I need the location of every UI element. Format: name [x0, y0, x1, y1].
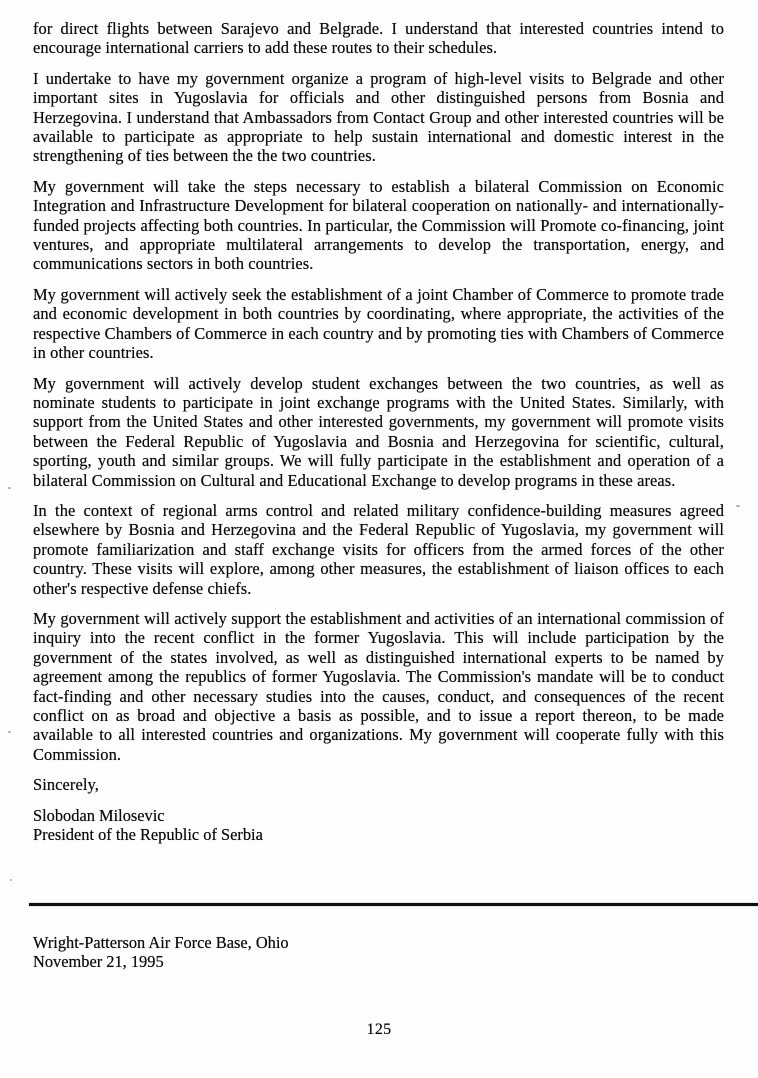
letter-paragraph: My government will actively develop student exchanges between the two countries, as well as nominate students to participate in joint exchange programs with the United States. Similarly, with support from the United States and other interested governments, my government will promote visits between the Federal Republic of Yugoslavia and Bosnia and Herzegovina for scientific, cultural, sporting, youth and similar groups. We will fully participate in the establishment and operation of a bilateral Commission on Cultural and Educational Exchange to develop programs in these areas. — [33, 373, 724, 490]
signatory-name: Slobodan Milosevic — [33, 805, 165, 825]
scan-speck — [8, 731, 11, 733]
dateline-location: Wright-Patterson Air Force Base, Ohio — [33, 933, 289, 952]
letter-paragraph: My government will actively seek the establishment of a joint Chamber of Commerce to promote trade and economic development in both countries by coordinating, where appropriate, the activities of the respective Chambers of Commerce in each country and by promoting ties with Chambers of Commerce in other countries. — [33, 284, 724, 363]
letter-paragraph: In the context of regional arms control and related military confidence-building measures agreed elsewhere by Bosnia and Herzegovina and the Federal Republic of Yugoslavia, my government will promote familiarization and staff exchange visits for officers from the armed forces of the other country. These visits will explore, among other measures, the establishment of liaison offices to each other's respective defense chiefs. — [33, 500, 724, 598]
signatory-title: President of the Republic of Serbia — [33, 825, 263, 845]
letter-body — [33, 19, 724, 844]
dateline-block — [33, 933, 289, 972]
letter-paragraph: for direct flights between Sarajevo and Belgrade. I understand that interested countries intend to encourage international carriers to add these routes to their schedules. — [33, 19, 724, 58]
signature-block — [33, 806, 724, 845]
scan-speck — [8, 487, 11, 489]
letter-paragraph: My government will take the steps necessary to establish a bilateral Commission on Economic Integration and Infrastructure Development for bilateral cooperation on nationally- and internationally-funded projects affecting both countries. In particular, the Commission will Promote co-financing, joint ventures, and appropriate multilateral arrangements to develop the transportation, energy, and communications sectors in both countries. — [33, 176, 724, 274]
footer-divider-rule — [29, 903, 758, 906]
letter-paragraph: My government will actively support the establishment and activities of an international commission of inquiry into the recent conflict in the former Yugoslavia. This will include participation by the government of the states involved, as well as distinguished international experts to be named by agreement among the republics of former Yugoslavia. The Commission's mandate will be to conduct fact-finding and other necessary studies into the causes, conduct, and consequences of the recent conflict on as broad and objective a basis as possible, and to issue a report thereon, to be made available to all interested countries and organizations. My government will cooperate fully with this Commission. — [33, 608, 724, 764]
page-number: 125 — [366, 1021, 392, 1038]
letter-paragraph: I undertake to have my government organize a program of high-level visits to Belgrade and other important sites in Yugoslavia for officials and other distinguished persons from Bosnia and Herzegovina. I understand that Ambassadors from Contact Group and other interested countries will be available to participate as appropriate to help sustain international and domestic interest in the strengthening of ties between the the two countries. — [33, 68, 724, 166]
closing-salutation: Sincerely, — [33, 775, 99, 795]
scan-speck — [10, 879, 12, 881]
scan-speck — [736, 505, 740, 507]
dateline-date: November 21, 1995 — [33, 952, 164, 972]
